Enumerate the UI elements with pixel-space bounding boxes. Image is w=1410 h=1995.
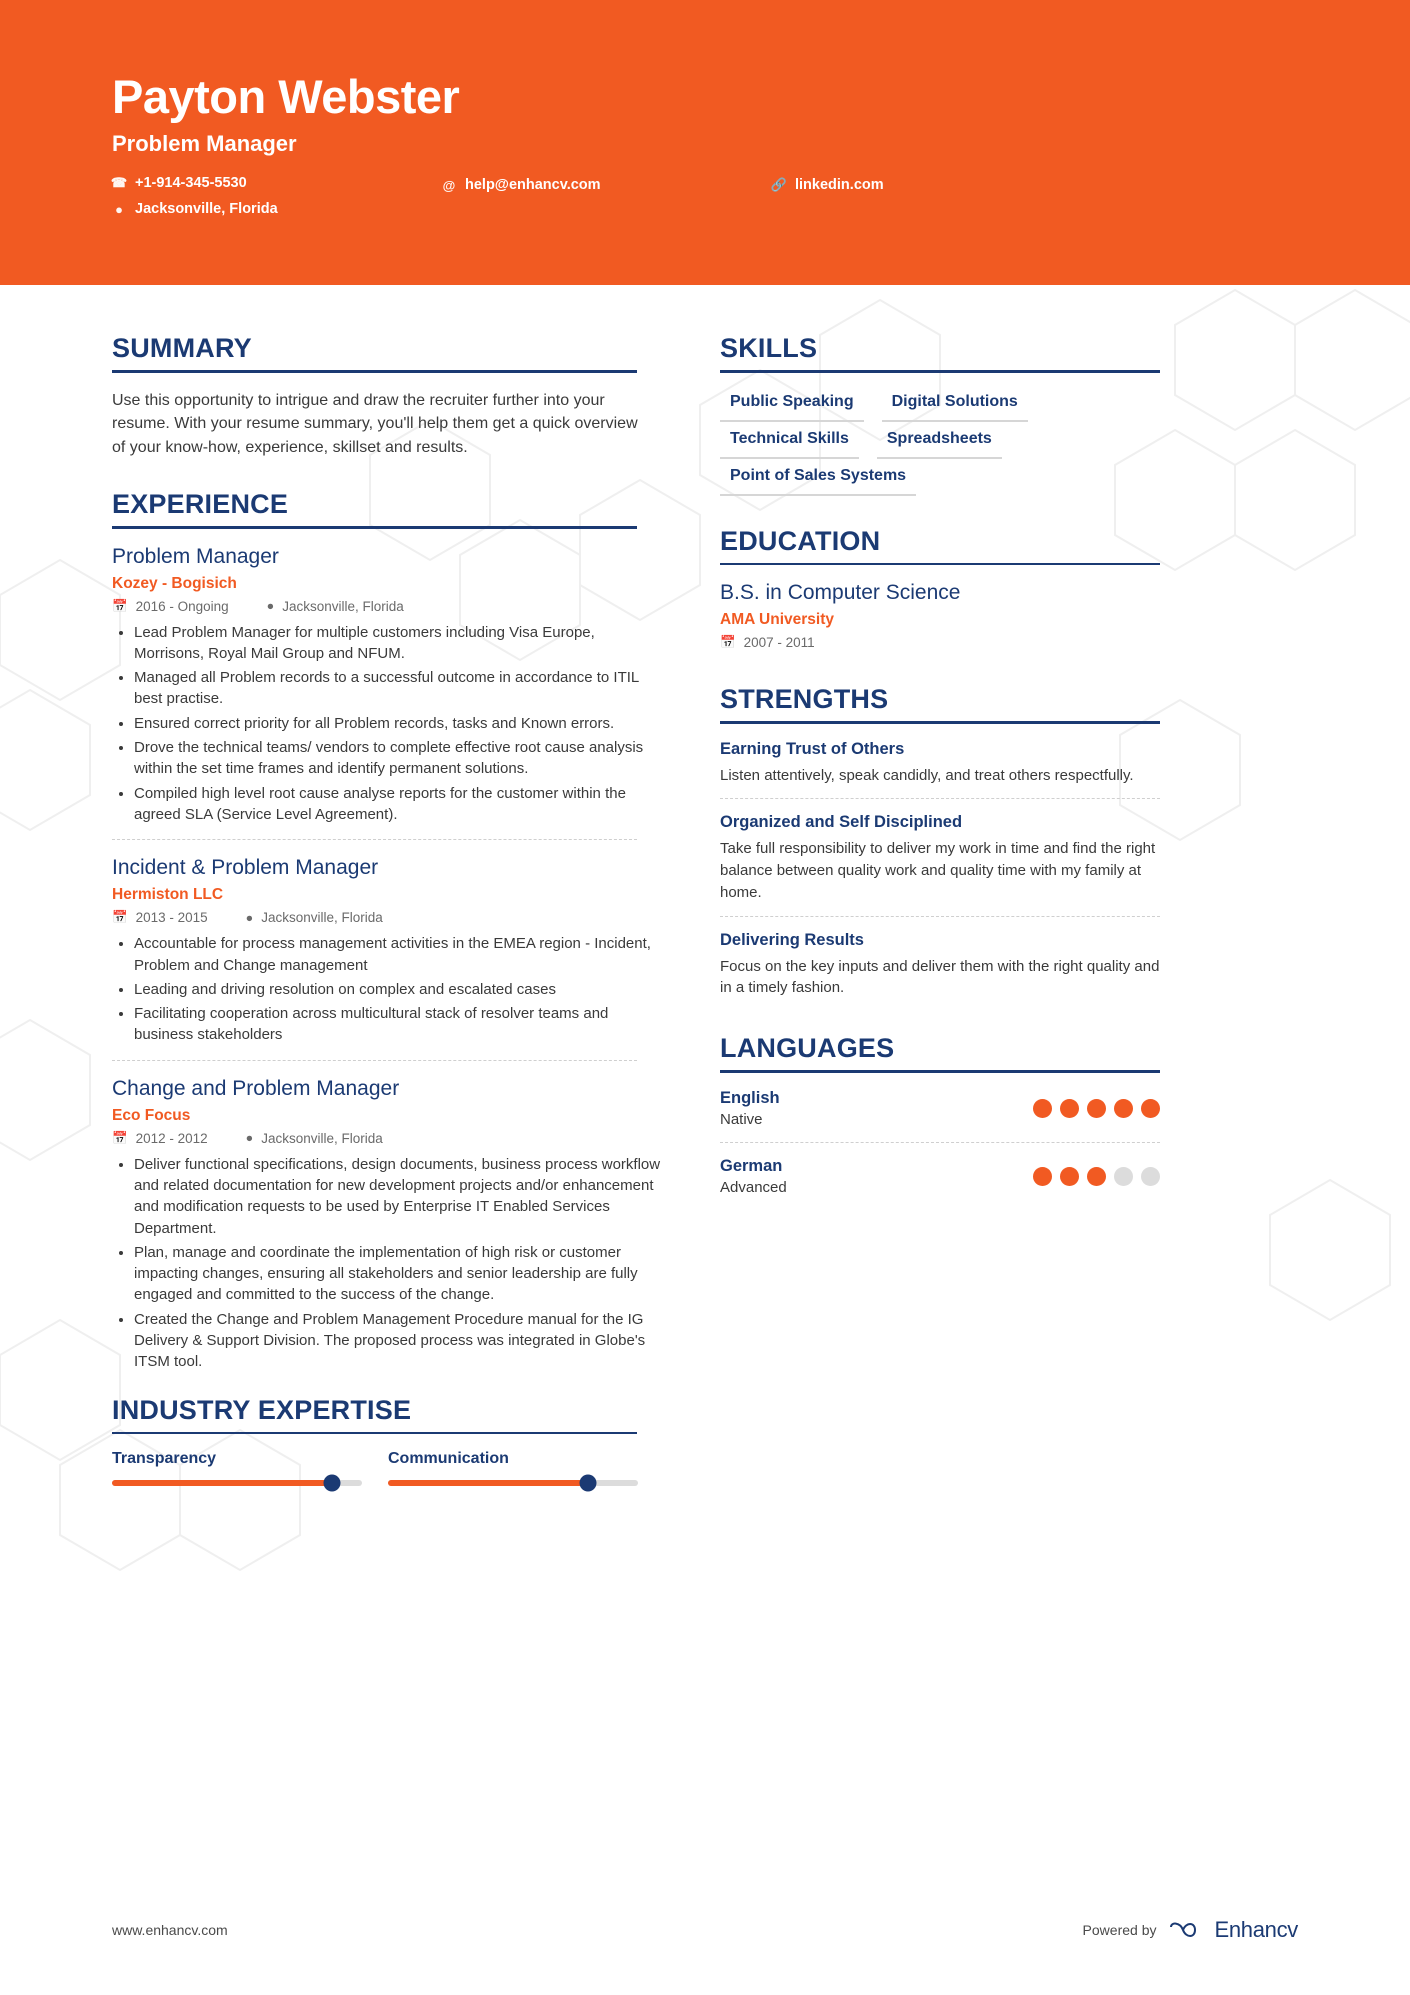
slider-fill — [112, 1480, 332, 1486]
experience-item — [112, 856, 680, 1045]
contact-location — [112, 201, 442, 217]
education-section — [720, 526, 1240, 651]
contact-phone-value: +1-914-345-5530 — [135, 175, 247, 192]
contact-location-value: Jacksonville, Florida — [135, 201, 278, 218]
list-item: • Drove the technical teams/ vendors to complete effective root cause analysis within the set time frames and identify permanent solutions. — [134, 737, 662, 780]
strengths-section — [720, 684, 1240, 999]
slider-fill — [388, 1480, 588, 1486]
rating-dot — [1114, 1167, 1133, 1186]
powered-by-block — [1083, 1917, 1298, 1943]
expertise-label: Communication — [388, 1450, 509, 1468]
experience-dates: 2016 - Ongoing — [135, 598, 229, 614]
calendar-icon: 📅 — [112, 1130, 128, 1145]
section-divider — [112, 370, 637, 373]
rating-dot — [1087, 1167, 1106, 1186]
candidate-name: Payton Webster — [112, 70, 460, 123]
education-meta — [720, 635, 1240, 650]
experience-location: Jacksonville, Florida — [261, 1130, 383, 1146]
skill-chip: Spreadsheets — [877, 426, 1002, 459]
item-divider — [112, 1060, 637, 1061]
location-pin-icon: ● — [266, 599, 275, 614]
page-footer — [0, 1917, 1410, 1943]
list-item: • Ensured correct priority for all Problem records, tasks and Known errors. — [134, 713, 662, 734]
right-column — [680, 333, 1240, 1494]
link-icon: 🔗 — [770, 177, 788, 193]
strength-item — [720, 813, 1160, 903]
languages-section-title: LANGUAGES — [720, 1033, 895, 1063]
strength-item — [720, 740, 1160, 787]
phone-icon: ☎ — [110, 175, 128, 191]
education-item — [720, 581, 1240, 650]
slider-track[interactable] — [388, 1480, 638, 1486]
language-name: German — [720, 1156, 783, 1175]
section-divider — [720, 563, 1160, 566]
slider-track[interactable] — [112, 1480, 362, 1486]
list-item: • Managed all Problem records to a successful outcome in accordance to ITIL best practise. — [134, 667, 662, 710]
strength-title: Delivering Results — [720, 930, 864, 949]
footer-website-url[interactable]: www.enhancv.com — [112, 1922, 228, 1938]
experience-meta — [112, 1131, 680, 1146]
language-item — [720, 1089, 1160, 1128]
strength-title: Organized and Self Disciplined — [720, 813, 963, 832]
list-item: • Deliver functional specifications, design documents, business process workflow and related documentation for new development projects and/or enhancement and modification requests to be used by Enterprise IT Enabled Services Department. — [134, 1154, 662, 1239]
location-pin-icon: ● — [245, 910, 254, 925]
education-degree: B.S. in Computer Science — [720, 581, 961, 604]
skills-section — [720, 333, 1240, 496]
rating-dot — [1087, 1099, 1106, 1118]
experience-meta — [112, 599, 680, 614]
list-item: • Created the Change and Problem Management Procedure manual for the IG Delivery & Support Division. The proposed process was integrated in Globe's ITSM tool. — [134, 1309, 662, 1373]
left-column — [0, 333, 680, 1494]
skills-section-title: SKILLS — [720, 333, 818, 363]
slider-knob[interactable] — [324, 1475, 341, 1492]
item-divider — [720, 916, 1160, 917]
strength-text: Listen attentively, speak candidly, and treat others respectfully. — [720, 766, 1134, 784]
summary-section — [112, 333, 680, 459]
language-item — [720, 1157, 1160, 1196]
experience-dates: 2013 - 2015 — [135, 910, 208, 926]
expertise-slider — [112, 1450, 362, 1486]
section-divider — [720, 1070, 1160, 1073]
experience-bullets — [112, 622, 662, 826]
strength-title: Earning Trust of Others — [720, 739, 905, 758]
language-name: English — [720, 1088, 780, 1107]
strengths-section-title: STRENGTHS — [720, 684, 889, 714]
list-item: • Lead Problem Manager for multiple customers including Visa Europe, Morrisons, Royal Mail Group and NFUM. — [134, 622, 662, 665]
list-item: • Accountable for process management activities in the EMEA region - Incident, Problem and Change management — [134, 933, 662, 976]
section-divider — [720, 370, 1160, 373]
experience-role: Problem Manager — [112, 544, 279, 568]
education-school: AMA University — [720, 611, 834, 628]
item-divider — [720, 1142, 1160, 1143]
contact-phone[interactable] — [112, 175, 442, 191]
language-rating-dots — [1033, 1099, 1160, 1118]
contact-info-row — [112, 175, 1410, 227]
skill-chip: Public Speaking — [720, 389, 864, 422]
candidate-job-title: Problem Manager — [112, 131, 297, 157]
experience-bullets — [112, 933, 662, 1045]
strength-item — [720, 931, 1160, 1000]
experience-company: Hermiston LLC — [112, 886, 224, 904]
contact-linkedin[interactable] — [772, 177, 1072, 193]
language-level: Advanced — [720, 1178, 787, 1196]
contact-email-value: help@enhancv.com — [465, 177, 601, 194]
list-item: • Compiled high level root cause analyse reports for the customer within the agreed SLA (Service Level Agreement). — [134, 783, 662, 826]
item-divider — [112, 839, 637, 840]
list-item: • Facilitating cooperation across multicultural stack of resolver teams and business stakeholders — [134, 1003, 662, 1046]
industry-expertise-section-title: INDUSTRY EXPERTISE — [112, 1394, 412, 1425]
experience-item — [112, 1077, 680, 1373]
summary-section-title: SUMMARY — [112, 333, 252, 363]
industry-expertise-section — [112, 1395, 680, 1487]
education-section-title: EDUCATION — [720, 525, 881, 556]
section-divider — [720, 721, 1160, 724]
experience-section — [112, 489, 680, 1373]
slider-knob[interactable] — [580, 1475, 597, 1492]
strength-text: Take full responsibility to deliver my work in time and find the right balance between quality work and quality time with my family at home. — [720, 840, 1156, 901]
section-divider — [112, 526, 637, 529]
experience-company: Eco Focus — [112, 1106, 191, 1124]
rating-dot — [1060, 1099, 1079, 1118]
experience-company: Kozey - Bogisich — [112, 574, 237, 592]
calendar-icon: 📅 — [112, 910, 128, 925]
skill-chip: Digital Solutions — [882, 389, 1028, 422]
list-item: • Plan, manage and coordinate the implementation of high risk or customer impacting changes, ensuring all stakeholders and senior leadership are fully engaged and committed to the success of the change. — [134, 1242, 662, 1306]
brand-name: Enhancv — [1214, 1917, 1298, 1942]
section-divider — [112, 1432, 637, 1435]
rating-dot — [1114, 1099, 1133, 1118]
education-dates: 2007 - 2011 — [743, 635, 815, 650]
experience-bullets — [112, 1154, 662, 1373]
languages-section — [720, 1033, 1240, 1196]
experience-meta — [112, 910, 680, 925]
resume-header — [0, 0, 1410, 285]
at-icon: @ — [442, 177, 456, 193]
location-pin-icon: ● — [115, 201, 123, 217]
item-divider — [720, 798, 1160, 799]
calendar-icon: 📅 — [112, 598, 128, 613]
expertise-slider — [388, 1450, 638, 1486]
experience-location: Jacksonville, Florida — [282, 598, 404, 614]
contact-email[interactable] — [442, 177, 772, 193]
language-rating-dots — [1033, 1167, 1160, 1186]
rating-dot — [1060, 1167, 1079, 1186]
skill-chip: Point of Sales Systems — [720, 463, 916, 496]
experience-role: Incident & Problem Manager — [112, 856, 379, 880]
experience-section-title: EXPERIENCE — [112, 489, 289, 520]
calendar-icon: 📅 — [720, 635, 736, 649]
experience-location: Jacksonville, Florida — [261, 910, 383, 926]
rating-dot — [1141, 1099, 1160, 1118]
list-item: • Leading and driving resolution on complex and escalated cases — [134, 979, 662, 1000]
contact-linkedin-value: linkedin.com — [795, 177, 884, 194]
experience-dates: 2012 - 2012 — [135, 1130, 208, 1146]
experience-item — [112, 545, 680, 826]
experience-role: Change and Problem Manager — [112, 1076, 400, 1100]
rating-dot — [1033, 1099, 1052, 1118]
language-level: Native — [720, 1110, 763, 1128]
skills-list — [720, 389, 1170, 496]
rating-dot — [1141, 1167, 1160, 1186]
powered-by-label: Powered by — [1082, 1922, 1157, 1938]
rating-dot — [1033, 1167, 1052, 1186]
skill-chip: Technical Skills — [720, 426, 859, 459]
summary-text: Use this opportunity to intrigue and draw the recruiter further into your resume. With your resume summary, you'll help them get a quick overview of your know-how, experience, skillset and results. — [112, 391, 638, 456]
expertise-label: Transparency — [112, 1450, 217, 1468]
enhancv-logo-icon — [1168, 1919, 1202, 1941]
location-pin-icon: ● — [245, 1131, 254, 1146]
strength-text: Focus on the key inputs and deliver them with the right quality and in a timely fashion. — [720, 957, 1160, 997]
